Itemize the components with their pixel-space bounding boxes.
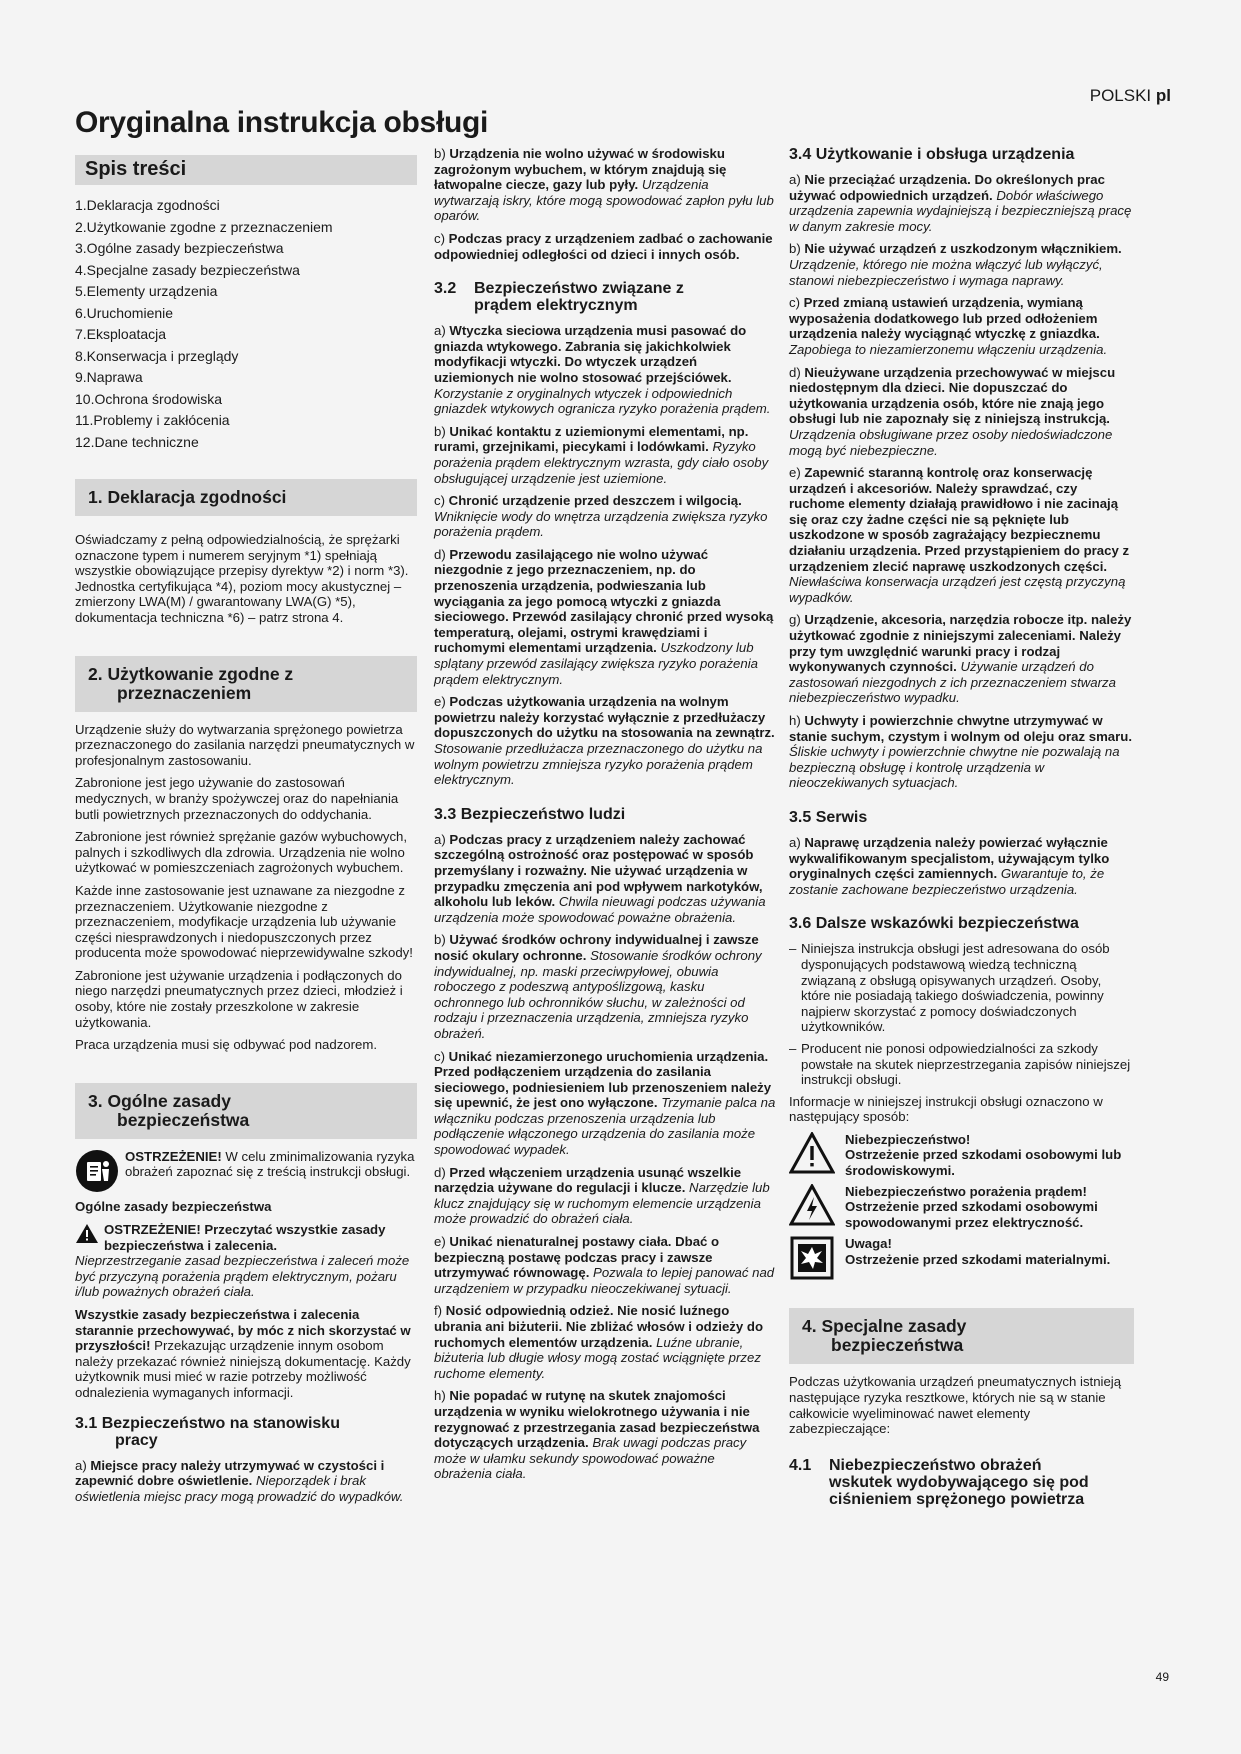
paragraph: Każde inne zastosowanie jest uznawane za niezgodne z przeznaczeniem. Użytkowanie niezgodne z przeznaczeniem, modyfikacje urządzenia lub używanie części niesprawdzonych i niedopuszczonych przez producenta może spowodować nieprzewidywalne szkody!	[75, 882, 413, 961]
paragraph: b) Unikać kontaktu z uziemionymi elementami, np. rurami, grzejnikami, piecykami i lodówkami. Ryzyko porażenia prądem elektrycznym wzrasta, gdy ciało osoby obsługującej urządzenie jest uziemione.	[434, 423, 769, 486]
section-1-body: Oświadczamy z pełną odpowiedzialnością, że sprężarki oznaczone typem i numerem seryjnym *1) spełniają wszystkie obowiązujące przepisy dyrektyw *2) i norm *3). Jednostka certyfikująca *4), poziom mocy akustycznej – zmierzony LWA(M) / gwarantowany LWA(G) *5), dokumentacja techniczna *6) – patrz strona 4.	[75, 532, 409, 625]
subsection-3-5-heading: 3.5 Serwis	[789, 808, 868, 826]
toc-item[interactable]: 3.Ogólne zasady bezpieczeństwa	[75, 240, 284, 256]
electric-symbol-row: Niebezpieczeństwo porażenia prądem! Ostrzeżenie przed szkodami osobowymi spowodowanymi przez elektryczność.	[789, 1184, 1134, 1231]
toc-item[interactable]: 8.Konserwacja i przeglądy	[75, 347, 239, 364]
paragraph: Podczas użytkowania urządzeń pneumatycznych istnieją następujące ryzyka resztkowe, których nie są w stanie całkowicie wyeliminować nawet elementy zabezpieczające:	[789, 1374, 1122, 1437]
warning-triangle-icon	[789, 1132, 835, 1178]
section-3-heading: 3. Ogólne zasady bezpieczeństwa	[75, 1083, 417, 1139]
list-item: – Producent nie ponosi odpowiedzialności za szkody powstałe na skutek nieprzestrzegania zapisów niniejszej instrukcji obsługi.	[789, 1040, 1131, 1088]
danger-symbol-row: Niebezpieczeństwo! Ostrzeżenie przed szkodami osobowymi lub środowiskowymi.	[789, 1132, 1134, 1179]
list-item: – Niniejsza instrukcja obsługi jest adresowana do osób dysponujących podstawową wiedzą techniczną związaną z obsługą opisywanych urządzeń. Osoby, które nie posiadają takiego doświadczenia, powinny najpierw skorzystać z pomocy doświadczonych użytkowników.	[789, 941, 1110, 1035]
paragraph: c) Przed zmianą ustawień urządzenia, wymianą wyposażenia dodatkowego lub przed odłożeniem urządzenia należy wyciągnąć wtyczkę z gniazdka. Zapobiega to niezamierzonemu włączeniu urządzenia.	[789, 295, 1108, 357]
subsection-3-1-heading: 3.1 Bezpieczeństwo na stanowisku pracy	[75, 1414, 340, 1449]
toc-item[interactable]: 1.Deklaracja zgodności	[75, 197, 220, 213]
paragraph: a) Miejsce pracy należy utrzymywać w czystości i zapewnić dobre oświetlenie. Nieporządek i brak oświetlenia miejsc pracy mogą prowadzić do wypadków.	[75, 1457, 404, 1504]
paragraph: Informacje w niniejszej instrukcji obsługi oznaczono w następujący sposób:	[789, 1093, 1103, 1125]
read-manual-icon	[75, 1149, 119, 1197]
paragraph: a) Wtyczka sieciowa urządzenia musi pasować do gniazda wtykowego. Zabrania się jakichkolwiek modyfikacji wtyczki. Do wtyczek urządzeń uziemionych nie wolno stosować przejściówek. Korzystanie z oryginalnych wtyczek i odpowiednich gniazdek wtykowych ogranicza ryzyko porażenia prądem.	[434, 323, 771, 417]
paragraph: c) Chronić urządzenie przed deszczem i wilgocią. Wniknięcie wody do wnętrza urządzenia zwiększa ryzyko porażenia prądem.	[434, 493, 768, 540]
paragraph: d) Przed włączeniem urządzenia usunąć wszelkie narzędzia używane do regulacji i klucze. Narzędzie lub klucz znajdujący się w ruchomym elemencie urządzenia może prowadzić do obrażeń ciała.	[434, 1164, 770, 1227]
paragraph: Urządzenie służy do wytwarzania sprężonego powietrza przeznaczonego do zasilania narzędzi pneumatycznych w profesjonalnym zastosowaniu.	[75, 721, 415, 768]
paragraph: h) Uchwyty i powierzchnie chwytne utrzymywać w stanie suchym, czystym i wolnym od oleju oraz smaru. Śliskie uchwyty i powierzchnie chwytne nie pozwalają na bezpieczną obsługę i kontrolę urządzenia w nieoczekiwanych sytuacjach.	[789, 713, 1132, 791]
subsection-3-4-heading: 3.4 Użytkowanie i obsługa urządzenia	[789, 146, 1075, 163]
paragraph: a) Nie przeciążać urządzenia. Do określonych prac używać odpowiednich urządzeń. Dobór właściwego urządzenia zapewnia wydajniejszą i bezpieczniejszą pracę w danym zakresie mocy.	[789, 172, 1132, 234]
toc-item[interactable]: 4.Specjalne zasady bezpieczeństwa	[75, 261, 300, 278]
page-title: Oryginalna instrukcja obsługi	[75, 106, 489, 139]
paragraph: e) Zapewnić staranną kontrolę oraz konserwację urządzeń i akcesoriów. Należy sprawdzać, czy ruchome elementy działają prawidłowo i nie zacinają się oraz czy żadne części nie są pęknięte lub uszkodzone w sposób zagrażający bezpiecznemu działaniu urządzenia. Przed przystąpieniem do pracy z urządzeniem zlecić naprawę uszkodzonych części. Niewłaściwa konserwacja urządzeń jest częstą przyczyną wypadków.	[789, 465, 1130, 605]
paragraph: b) Nie używać urządzeń z uszkodzonym włącznikiem. Urządzenie, którego nie można włączyć lub wyłączyć, stanowi niebezpieczeństwo i wymaga naprawy.	[789, 241, 1122, 288]
subheading: Ogólne zasady bezpieczeństwa	[75, 1199, 272, 1215]
toc-item[interactable]: 10.Ochrona środowiska	[75, 390, 223, 407]
paragraph: e) Unikać nienaturalnej postawy ciała. Dbać o bezpieczną postawę podczas pracy i zawsze utrzymywać równowagę. Pozwala to lepiej panować nad urządzeniem w przypadku nieoczekiwanej sytuacji.	[434, 1234, 775, 1296]
subsection-4-1-heading: 4.1 Niebezpieczeństwo obrażeń wskutek wydobywającego się pod ciśnieniem sprężonego powietrza	[789, 1456, 1089, 1508]
toc-item[interactable]: 7.Eksploatacja	[75, 326, 167, 342]
section-2-heading: 2. Użytkowanie zgodne z przeznaczeniem	[75, 656, 417, 712]
paragraph: Zabronione jest jego używanie do zastosowań medycznych, w branży spożywczej oraz do napełniania butli powietrznych przeznaczonych do oddychania.	[75, 775, 399, 822]
electric-hazard-icon	[789, 1184, 835, 1230]
page-number: 49	[1155, 1670, 1169, 1684]
paragraph: a) Naprawę urządzenia należy powierzać wyłącznie wykwalifikowanym specjalistom, używającym tylko oryginalnych części zamiennych. Gwarantuje to, że zostanie zachowane bezpieczeństwo urządzenia.	[789, 834, 1110, 897]
paragraph: b) Używać środków ochrony indywidualnej i zawsze nosić okulary ochronne. Stosowanie środków ochrony indywidualnej, np. maski przeciwpyłowej, obuwia roboczego z podeszwą antypoślizgową, kasku ochronnego lub ochronników słuchu, w zależności od rodzaju i przeznaczenia urządzenia, zmniejsza ryzyko obrażeń.	[434, 932, 762, 1041]
subsection-3-2-heading: 3.2 Bezpieczeństwo związane z prądem elektrycznym	[434, 280, 684, 315]
general-warning: OSTRZEŻENIE! Przeczytać wszystkie zasady bezpieczeństwa i zalecenia. Nieprzestrzeganie zasad bezpieczeństwa i zaleceń może być przyczyną porażenia prądem elektrycznym, pożaru i/lub poważnych obrażeń ciała.	[75, 1222, 410, 1300]
toc-heading: Spis treści	[75, 155, 417, 185]
subsection-3-6-heading: 3.6 Dalsze wskazówki bezpieczeństwa	[789, 915, 1079, 933]
manual-warning: OSTRZEŻENIE! W celu zminimalizowania ryzyka obrażeń zapoznać się z treścią instrukcji obsługi.	[75, 1149, 417, 1197]
toc-item[interactable]: 11.Problemy i zakłócenia	[75, 412, 230, 428]
toc-item[interactable]: 9.Naprawa	[75, 369, 143, 385]
section-1-heading: 1. Deklaracja zgodności	[75, 479, 417, 516]
paragraph: Zabronione jest używanie urządzenia i podłączonych do niego narzędzi pneumatycznych przez dzieci, młodzież i osoby, które nie zostały przeszkolone w zakresie użytkowania.	[75, 967, 403, 1030]
toc-item[interactable]: 6.Uruchomienie	[75, 304, 174, 321]
paragraph: e) Podczas użytkowania urządzenia na wolnym powietrzu należy korzystać wyłącznie z przedłużaczy dopuszczonych do użytku na stosowania na zewnątrz. Stosowanie przedłużacza przeznaczonego do użytku na wolnym powietrzu zmniejsza ryzyko porażenia prądem elektrycznym.	[434, 694, 775, 788]
paragraph: c) Podczas pracy z urządzeniem zadbać o zachowanie odpowiedniej odległości od dzieci i innych osób.	[434, 230, 773, 262]
language-name: POLSKI	[1089, 86, 1152, 105]
language-code: pl	[1155, 86, 1171, 105]
language-label	[1090, 86, 1171, 106]
paragraph: d) Nieużywane urządzenia przechowywać w miejscu niedostępnym dla dzieci. Nie dopuszczać do użytkowania urządzenia osób, które nie znają jego obsługi lub nie zapoznały się z niniejszą instrukcją. Urządzenia obsługiwane przez osoby niedoświadczone mogą być niebezpieczne.	[789, 364, 1116, 458]
subsection-3-3-heading: 3.3 Bezpieczeństwo ludzi	[434, 805, 626, 823]
paragraph: h) Nie popadać w rutynę na skutek znajomości urządzenia w wyniku wielokrotnego używania i nie rezygnować z przestrzegania zasad bezpieczeństwa dotyczących urządzenia. Brak uwagi podczas pracy może w ułamku sekundy spowodować poważne obrażenia ciała.	[434, 1388, 760, 1482]
column-left	[75, 155, 417, 1511]
material-damage-icon	[789, 1236, 835, 1282]
toc-list	[75, 195, 417, 453]
paragraph: b) Urządzenia nie wolno używać w środowisku zagrożonym wybuchem, w którym znajdują się łatwopalne ciecze, gazy lub pyły. Urządzenia wytwarzają iskry, które mogą spowodować zapłon pyłu lub oparów.	[434, 146, 774, 224]
paragraph: c) Unikać niezamierzonego uruchomienia urządzenia. Przed podłączeniem urządzenia do zasilania sieciowego, podniesieniem lub przenoszeniem należy się upewnić, że jest ono wyłączone. Trzymanie palca na włączniku podczas przenoszenia urządzenia lub podłączenie włączonego urządzenia do zasilania może spowodować wypadek.	[434, 1048, 776, 1158]
warning-triangle-icon	[75, 1223, 99, 1248]
paragraph: Zabronione jest również sprężanie gazów wybuchowych, palnych i szkodliwych dla zdrowia. Urządzenia nie wolno użytkować w pomieszczeniach zagrożonych wybuchem.	[75, 829, 408, 876]
toc-item[interactable]: 5.Elementy urządzenia	[75, 283, 218, 299]
caution-symbol-row: Uwaga! Ostrzeżenie przed szkodami materialnymi.	[789, 1236, 1134, 1282]
column-right	[789, 146, 1134, 1517]
column-middle	[434, 146, 776, 1489]
paragraph: f) Nosić odpowiednią odzież. Nie nosić luźnego ubrania ani biżuterii. Nie zbliżać włosów i odzieży do ruchomych elementów urządzenia. Luźne ubranie, biżuteria lub długie włosy mogą zostać wciągnięte przez ruchome elementy.	[434, 1303, 764, 1381]
section-4-heading: 4. Specjalne zasady bezpieczeństwa	[789, 1308, 1134, 1364]
toc-item[interactable]: 2.Użytkowanie zgodne z przeznaczeniem	[75, 218, 333, 235]
toc-item[interactable]: 12.Dane techniczne	[75, 433, 199, 450]
paragraph: d) Przewodu zasilającego nie wolno używać niezgodnie z jego przeznaczeniem, np. do przenoszenia urządzenia, podwieszania lub wyciągania za jego pomocą wtyczki z gniazda sieciowego. Przewód zasilający chronić przed wysoką temperaturą, olejami, ostrymi krawędziami i ruchomymi elementami urządzenia. Uszkodzony lub splątany przewód zasilający zwiększa ryzyko porażenia prądem elektrycznym.	[434, 546, 774, 687]
paragraph: g) Urządzenie, akcesoria, narzędzia robocze itp. należy użytkować zgodnie z niniejszymi zaleceniami. Należy przy tym uwzględnić warunki pracy i rodzaj wykonywanych czynności. Używanie urządzeń do zastosowań niezgodnych z ich przeznaczeniem stwarza niebezpieczeństwo wypadku.	[789, 612, 1132, 706]
paragraph: Praca urządzenia musi się odbywać pod nadzorem.	[75, 1037, 378, 1053]
paragraph: Wszystkie zasady bezpieczeństwa i zalecenia starannie przechowywać, by móc z nich skorzystać w przyszłości! Przekazując urządzenie innym osobom należy przekazać również niniejszą dokumentację. Każdy użytkownik musi mieć w razie potrzeby możliwość odnalezienia wymaganych informacji.	[75, 1307, 411, 1400]
paragraph: a) Podczas pracy z urządzeniem należy zachować szczególną ostrożność oraz postępować w sposób przemyślany i rozważny. Nie używać urządzenia w przypadku zmęczenia ani pod wpływem narkotyków, alkoholu lub leków. Chwila nieuwagi podczas używania urządzenia może spowodować poważne obrażenia.	[434, 831, 766, 925]
